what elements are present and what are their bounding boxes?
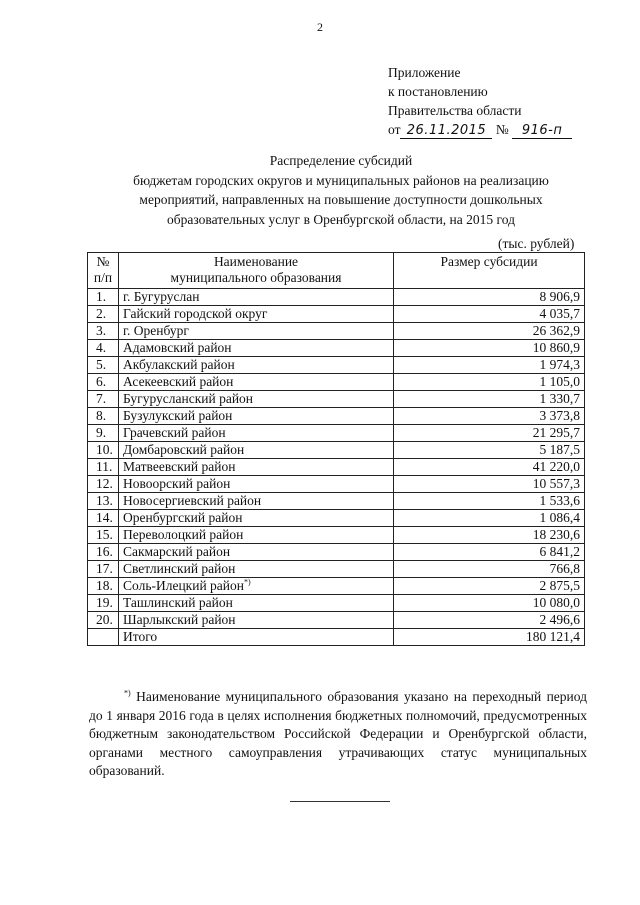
row-municipality-name xyxy=(119,323,394,340)
row-number: 10. xyxy=(88,442,119,459)
header-num-line-1: № xyxy=(96,254,110,269)
appendix-date-line xyxy=(388,120,572,139)
row-number: 9. xyxy=(88,425,119,442)
appendix-from-label: от xyxy=(388,122,401,137)
row-subsidy-amount: 766,8 xyxy=(394,561,585,578)
municipality-name-text: Матвеевский район xyxy=(123,459,236,474)
row-municipality-name xyxy=(119,374,394,391)
municipality-name-text: Оренбургский район xyxy=(123,510,243,525)
title-line-1: Распределение субсидий xyxy=(269,153,413,168)
table-row xyxy=(88,544,585,561)
row-number: 13. xyxy=(88,493,119,510)
table-row xyxy=(88,306,585,323)
header-name-line-2: муниципального образования xyxy=(170,270,342,285)
appendix-number: 916-п xyxy=(512,123,572,139)
municipality-name-text: Акбулакский район xyxy=(123,357,235,372)
municipality-name-text: Ташлинский район xyxy=(123,595,233,610)
row-number: 16. xyxy=(88,544,119,561)
row-municipality-name xyxy=(119,578,394,595)
row-municipality-name xyxy=(119,527,394,544)
title-line-2: бюджетам городских округов и муниципальных районов на реализацию xyxy=(133,172,549,188)
table-row xyxy=(88,612,585,629)
row-municipality-name xyxy=(119,595,394,612)
municipality-name-text: Бугурусланский район xyxy=(123,391,254,406)
municipality-name-text: Новосергиевский район xyxy=(123,493,262,508)
footnote-text: Наименование муниципального образования указано на переходный период до 1 января 2016 года в целях исполнения бюджетных полномочий, предусмотренных бюджетным законодательством Российской Федерации и Оренбургской области, органами местного самоуправления утрачивающих статус муниципальных образований. xyxy=(89,689,587,778)
row-municipality-name xyxy=(119,442,394,459)
row-subsidy-amount: 10 860,9 xyxy=(394,340,585,357)
municipality-name-text: Светлинский район xyxy=(123,561,236,576)
row-subsidy-amount: 8 906,9 xyxy=(394,289,585,306)
row-number: 14. xyxy=(88,510,119,527)
row-number: 18. xyxy=(88,578,119,595)
table-body xyxy=(88,289,585,646)
municipality-name-text: Асекеевский район xyxy=(123,374,234,389)
row-number: 12. xyxy=(88,476,119,493)
table-row xyxy=(88,476,585,493)
table-header-row xyxy=(88,253,585,289)
row-subsidy-amount: 6 841,2 xyxy=(394,544,585,561)
header-num xyxy=(88,253,119,289)
table-row xyxy=(88,459,585,476)
row-number: 20. xyxy=(88,612,119,629)
municipality-name-text: Соль-Илецкий район xyxy=(123,578,244,593)
row-number: 3. xyxy=(88,323,119,340)
footnote-reference-marker: *) xyxy=(244,577,251,587)
row-number: 11. xyxy=(88,459,119,476)
row-number: 5. xyxy=(88,357,119,374)
footnote-paragraph xyxy=(89,688,587,781)
separator-line xyxy=(290,801,390,802)
table-row xyxy=(88,357,585,374)
appendix-line-2: к постановлению xyxy=(388,84,488,99)
appendix-date: 26.11.2015 xyxy=(400,123,492,139)
row-municipality-name xyxy=(119,289,394,306)
appendix-number-label: № xyxy=(495,122,509,137)
table-row xyxy=(88,340,585,357)
footnote-marker: *) xyxy=(124,688,131,698)
row-municipality-name xyxy=(119,408,394,425)
row-municipality-name xyxy=(119,493,394,510)
table-row xyxy=(88,561,585,578)
municipality-name-text: г. Оренбург xyxy=(123,323,189,338)
appendix-block xyxy=(388,63,572,139)
row-municipality-name xyxy=(119,476,394,493)
total-number-cell xyxy=(88,629,119,646)
row-subsidy-amount: 26 362,9 xyxy=(394,323,585,340)
row-subsidy-amount: 1 105,0 xyxy=(394,374,585,391)
table-row xyxy=(88,442,585,459)
total-label: Итого xyxy=(119,629,394,646)
row-subsidy-amount: 21 295,7 xyxy=(394,425,585,442)
row-number: 19. xyxy=(88,595,119,612)
row-number: 15. xyxy=(88,527,119,544)
municipality-name-text: Грачевский район xyxy=(123,425,226,440)
row-number: 7. xyxy=(88,391,119,408)
table-row xyxy=(88,510,585,527)
row-subsidy-amount: 1 086,4 xyxy=(394,510,585,527)
header-num-line-2: п/п xyxy=(93,270,113,285)
row-subsidy-amount: 5 187,5 xyxy=(394,442,585,459)
table-row xyxy=(88,323,585,340)
total-amount: 180 121,4 xyxy=(394,629,585,646)
municipality-name-text: Сакмарский район xyxy=(123,544,231,559)
appendix-line-3: Правительства области xyxy=(388,103,522,118)
row-subsidy-amount: 41 220,0 xyxy=(394,459,585,476)
table-row xyxy=(88,408,585,425)
header-name xyxy=(119,253,394,289)
title-line-4: образовательных услуг в Оренбургской области, на 2015 год xyxy=(167,211,515,227)
unit-label: (тыс. рублей) xyxy=(498,236,575,251)
row-subsidy-amount: 2 496,6 xyxy=(394,612,585,629)
row-number: 8. xyxy=(88,408,119,425)
municipality-name-text: г. Бугуруслан xyxy=(123,289,200,304)
appendix-line-1: Приложение xyxy=(388,65,461,80)
row-municipality-name xyxy=(119,612,394,629)
municipality-name-text: Шарлыкский район xyxy=(123,612,236,627)
municipality-name-text: Адамовский район xyxy=(123,340,232,355)
row-subsidy-amount: 10 557,3 xyxy=(394,476,585,493)
row-subsidy-amount: 3 373,8 xyxy=(394,408,585,425)
table-row xyxy=(88,391,585,408)
row-subsidy-amount: 10 080,0 xyxy=(394,595,585,612)
row-municipality-name xyxy=(119,357,394,374)
row-subsidy-amount: 18 230,6 xyxy=(394,527,585,544)
table-row xyxy=(88,425,585,442)
page-number: 2 xyxy=(317,20,323,34)
row-subsidy-amount: 1 330,7 xyxy=(394,391,585,408)
row-number: 1. xyxy=(88,289,119,306)
row-number: 17. xyxy=(88,561,119,578)
table-row xyxy=(88,595,585,612)
row-subsidy-amount: 4 035,7 xyxy=(394,306,585,323)
table-row xyxy=(88,578,585,595)
title-line-3: мероприятий, направленных на повышение доступности дошкольных xyxy=(139,192,543,207)
row-municipality-name xyxy=(119,544,394,561)
municipality-name-text: Гайский городской округ xyxy=(123,306,268,321)
row-municipality-name xyxy=(119,561,394,578)
municipality-name-text: Домбаровский район xyxy=(123,442,245,457)
subsidy-table xyxy=(87,252,585,646)
row-subsidy-amount: 1 533,6 xyxy=(394,493,585,510)
row-subsidy-amount: 2 875,5 xyxy=(394,578,585,595)
row-municipality-name xyxy=(119,306,394,323)
row-municipality-name xyxy=(119,510,394,527)
document-title xyxy=(0,151,640,229)
row-municipality-name xyxy=(119,340,394,357)
row-municipality-name xyxy=(119,425,394,442)
row-subsidy-amount: 1 974,3 xyxy=(394,357,585,374)
table-row xyxy=(88,374,585,391)
table-row xyxy=(88,289,585,306)
header-amount: Размер субсидии xyxy=(394,253,585,289)
row-number: 6. xyxy=(88,374,119,391)
table-row xyxy=(88,493,585,510)
municipality-name-text: Бузулукский район xyxy=(123,408,233,423)
footnote xyxy=(89,688,587,781)
row-municipality-name xyxy=(119,459,394,476)
row-number: 2. xyxy=(88,306,119,323)
header-name-line-1: Наименование xyxy=(213,254,299,269)
municipality-name-text: Переволоцкий район xyxy=(123,527,244,542)
table-total-row xyxy=(88,629,585,646)
table-row xyxy=(88,527,585,544)
municipality-name-text: Новоорский район xyxy=(123,476,231,491)
row-number: 4. xyxy=(88,340,119,357)
row-municipality-name xyxy=(119,391,394,408)
